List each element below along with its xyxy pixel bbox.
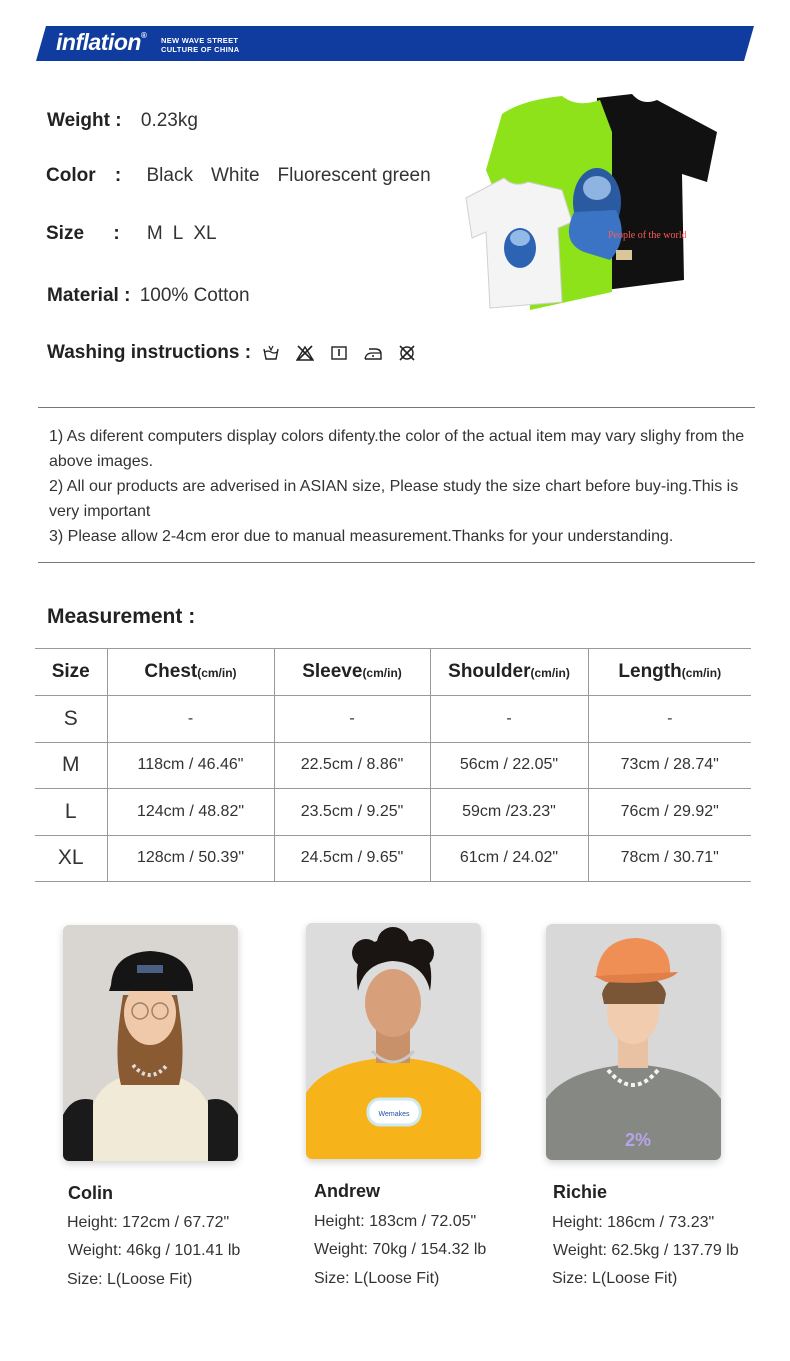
material-label: Material : <box>47 285 131 306</box>
header-sleeve: Sleeve(cm/in) <box>274 649 430 696</box>
model-size: Size: L(Loose Fit) <box>314 1270 440 1287</box>
header-length: Length(cm/in) <box>588 649 751 696</box>
weight-value: 0.23kg <box>140 110 198 131</box>
product-image <box>462 92 722 316</box>
model-weight: Weight: 70kg / 154.32 lb <box>314 1241 487 1258</box>
table-cell: 22.5cm / 8.86" <box>274 742 430 789</box>
model-photo-andrew <box>306 923 481 1159</box>
table-cell: L <box>35 789 107 836</box>
table-cell: 59cm /23.23" <box>430 789 588 836</box>
note-1: 1) As diferent computers display colors difenty.the color of the actual item may vary slighy from the above images. <box>49 428 745 470</box>
measurement-table <box>35 648 751 882</box>
table-cell: 124cm / 48.82" <box>107 789 274 836</box>
table-header-row <box>35 649 751 696</box>
model-weight: Weight: 62.5kg / 137.79 lb <box>553 1242 739 1259</box>
notes-section <box>49 425 749 551</box>
table-row <box>35 742 751 789</box>
color-option: White <box>210 165 260 186</box>
table-row <box>35 835 751 882</box>
do-not-bleach-icon <box>296 345 314 361</box>
brand-logo: inflation® <box>56 29 147 55</box>
size-list <box>147 223 227 245</box>
size-label: Size <box>46 223 85 244</box>
washing-spec <box>47 342 416 364</box>
divider-top <box>38 407 755 408</box>
table-cell: 78cm / 30.71" <box>588 835 751 882</box>
brand-tagline: NEW WAVE STREET CULTURE OF CHINA <box>161 36 240 54</box>
header-shoulder: Shoulder(cm/in) <box>430 649 588 696</box>
divider-bottom <box>38 562 755 563</box>
size-option: L <box>172 223 184 244</box>
model-photo-colin <box>63 925 238 1161</box>
washing-icons <box>262 345 416 361</box>
color-option: Fluorescent green <box>277 165 431 186</box>
note-2: 2) All our products are adverised in ASIAN size, Please study the size chart before buy-ing.This is very important <box>49 478 739 520</box>
material-value: 100% Cotton <box>139 285 250 306</box>
header-chest: Chest(cm/in) <box>107 649 274 696</box>
table-cell: - <box>274 696 430 743</box>
header-size: Size <box>35 649 107 696</box>
model-photo-richie <box>546 924 721 1160</box>
model-name-colin: Colin <box>68 1183 113 1203</box>
do-not-dry-clean-icon <box>398 345 416 361</box>
color-option: Black <box>146 165 193 186</box>
table-cell: XL <box>35 835 107 882</box>
model-size: Size: L(Loose Fit) <box>552 1270 678 1287</box>
color-list <box>147 165 449 187</box>
model-size: Size: L(Loose Fit) <box>67 1271 193 1288</box>
table-cell: M <box>35 742 107 789</box>
size-option: XL <box>193 223 217 244</box>
model-name-richie: Richie <box>553 1182 608 1202</box>
model-height: Height: 186cm / 73.23" <box>552 1214 715 1231</box>
color-label: Color <box>46 165 96 186</box>
table-cell: 61cm / 24.02" <box>430 835 588 882</box>
table-cell: 118cm / 46.46" <box>107 742 274 789</box>
shirt-badge-text: Wemakes <box>378 1111 410 1118</box>
line-dry-icon <box>330 345 348 361</box>
brand-banner <box>36 26 754 61</box>
table-cell: S <box>35 696 107 743</box>
material-spec <box>47 285 250 307</box>
table-cell: 73cm / 28.74" <box>588 742 751 789</box>
model-height: Height: 183cm / 72.05" <box>314 1213 477 1230</box>
iron-low-icon <box>364 345 382 361</box>
model-name-andrew: Andrew <box>314 1181 381 1201</box>
color-spec: Color : Black White Fluorescent green <box>46 165 449 187</box>
weight-label: Weight : <box>47 110 122 131</box>
weight-spec <box>47 110 198 132</box>
hand-wash-icon <box>262 345 280 361</box>
table-row <box>35 696 751 743</box>
measurement-title: Measurement : <box>47 605 196 628</box>
tee-print-text: People of the world <box>608 230 687 241</box>
table-cell: 24.5cm / 9.65" <box>274 835 430 882</box>
table-cell: 23.5cm / 9.25" <box>274 789 430 836</box>
table-cell: 128cm / 50.39" <box>107 835 274 882</box>
washing-label: Washing instructions : <box>47 342 252 363</box>
size-spec: Size : M L XL <box>46 223 227 245</box>
table-cell: - <box>588 696 751 743</box>
model-height: Height: 172cm / 67.72" <box>67 1214 230 1231</box>
table-cell: 56cm / 22.05" <box>430 742 588 789</box>
table-cell: 76cm / 29.92" <box>588 789 751 836</box>
table-cell: - <box>430 696 588 743</box>
note-3: 3) Please allow 2-4cm eror due to manual measurement.Thanks for your understanding. <box>49 528 674 545</box>
size-option: M <box>146 223 163 244</box>
table-cell: - <box>107 696 274 743</box>
table-row <box>35 789 751 836</box>
shirt-print-text: 2% <box>624 1130 652 1150</box>
model-weight: Weight: 46kg / 101.41 lb <box>68 1242 241 1259</box>
